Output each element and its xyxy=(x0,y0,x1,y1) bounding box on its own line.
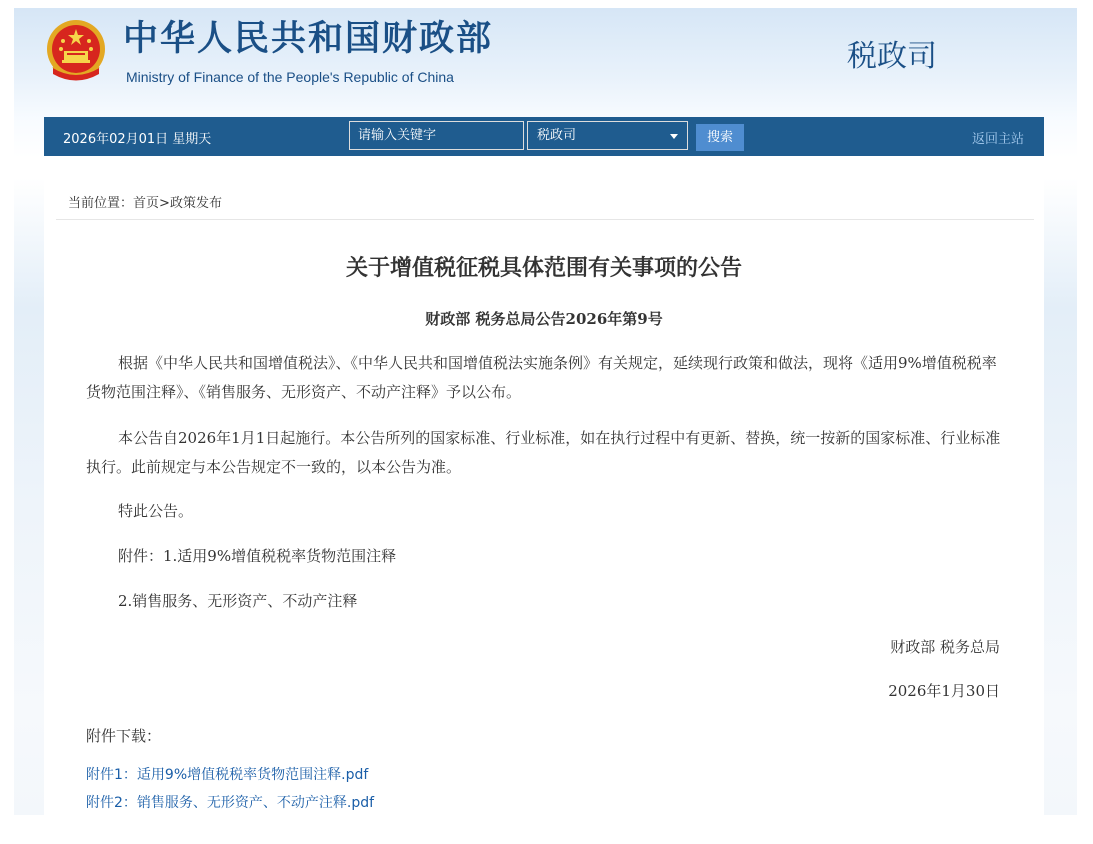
site-subtitle: Ministry of Finance of the People's Republic of China xyxy=(126,69,454,85)
breadcrumb-home-link[interactable]: 首页 xyxy=(133,196,160,211)
attachment-link-1[interactable]: 附件1：适用9%增值税税率货物范围注释.pdf xyxy=(86,767,369,783)
home-link[interactable]: 返回主站 xyxy=(971,132,1024,147)
issue-date: 2026年1月30日 xyxy=(888,682,1000,700)
article-paragraph: 2.销售服务、无形资产、不动产注释 xyxy=(118,592,358,610)
navigation-bar xyxy=(44,117,1044,156)
department-select[interactable] xyxy=(527,121,688,150)
current-date: 2026年02月01日 星期天 xyxy=(63,132,212,147)
breadcrumb-prefix: 当前位置： xyxy=(68,196,134,211)
breadcrumb-separator: > xyxy=(159,196,170,211)
divider xyxy=(56,219,1034,220)
article-paragraph: 本公告自2026年1月1日起施行。本公告所列的国家标准、行业标准，如在执行过程中有更新、替换，统一按新的国家标准、行业标准执行。此前规定与本公告规定不一致的，以本公告为准。 xyxy=(86,429,1001,476)
attachment-link-2[interactable]: 附件2：销售服务、无形资产、不动产注释.pdf xyxy=(86,795,375,811)
article-paragraph: 附件：1.适用9%增值税税率货物范围注释 xyxy=(118,547,397,565)
article-paragraph: 根据《中华人民共和国增值税法》、《中华人民共和国增值税法实施条例》有关规定，延续现行政策和做法，现将《适用9%增值税税率货物范围注释》、《销售服务、无形资产、不动产注释》予以公布。 xyxy=(86,354,997,401)
article-container xyxy=(44,176,1044,815)
breadcrumb xyxy=(68,192,222,211)
article-paragraph: 特此公告。 xyxy=(118,502,194,520)
article-title: 关于增值税征税具体范围有关事项的公告 xyxy=(345,256,742,281)
national-emblem-icon xyxy=(45,19,107,85)
department-name: 税政司 xyxy=(847,39,937,74)
breadcrumb-section-link[interactable]: 政策发布 xyxy=(169,196,222,211)
downloads-label: 附件下载： xyxy=(86,727,162,745)
chevron-down-icon xyxy=(670,134,678,139)
site-title: 中华人民共和国财政部 xyxy=(123,19,494,59)
document-number: 财政部 税务总局公告2026年第9号 xyxy=(425,310,663,328)
search-button[interactable]: 搜索 xyxy=(696,124,744,151)
search-input[interactable] xyxy=(349,121,524,150)
department-select-value: 税政司 xyxy=(537,128,577,143)
issuer-signature: 财政部 税务总局 xyxy=(890,638,1000,656)
